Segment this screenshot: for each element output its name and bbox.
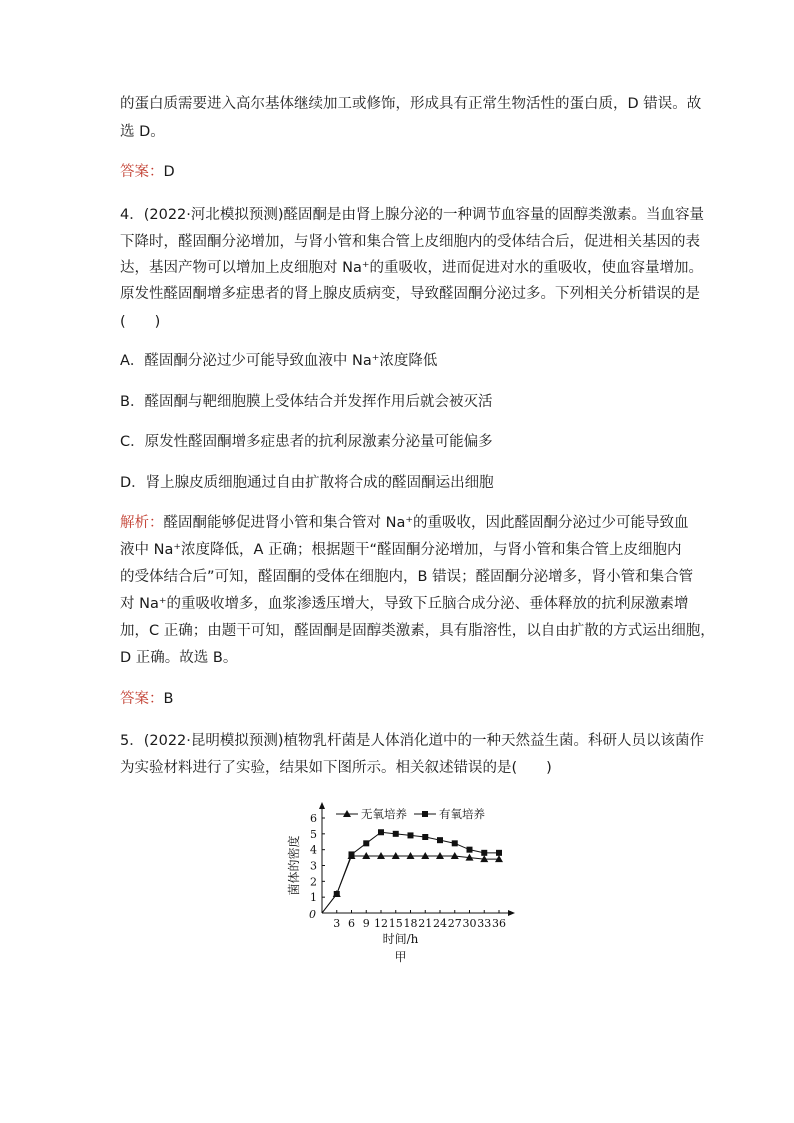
legend-aerobic-label: 有氧培养 (439, 807, 485, 821)
analysis-text: 醛固酮能够促进肾小管和集合管对 Na⁺的重吸收，因此醛固酮分泌过少可能导致血 (163, 515, 689, 531)
answer-value: D (163, 164, 175, 180)
point-aerobic (349, 851, 355, 857)
series-line-aerobic (322, 832, 499, 913)
q4-analysis-line-2: 液中 Na⁺浓度降低，A 正确；根据题干“醛固酮分泌增加，与肾小管和集合管上皮细胞内 (120, 542, 682, 558)
q4-analysis-line-6: D 正确。故选 B。 (120, 650, 238, 666)
y-tick-label: 2 (310, 875, 317, 889)
q4-stem-line-1: 4．(2022·河北模拟预测)醛固酮是由肾上腺分泌的一种调节血容量的固醇类激素。当血容量 (120, 207, 705, 223)
y-tick-label: 5 (310, 827, 317, 841)
y-tick-label: 1 (310, 891, 317, 905)
q4-stem-line-2: 下降时，醛固酮分泌增加，与肾小管和集合管上皮细胞内的受体结合后，促进相关基因的表 (120, 234, 700, 250)
x-tick-label: 12 (374, 917, 388, 930)
y-tick-label: 6 (310, 812, 317, 825)
point-aerobic (363, 840, 369, 846)
q4-analysis-line-3: 的受体结合后”可知，醛固酮的受体在细胞内，B 错误；醛固酮分泌增多，肾小管和集合管 (120, 569, 694, 585)
y-axis-arrow (319, 802, 325, 809)
x-tick-label: 27 (447, 917, 462, 930)
q4-option-d: D．肾上腺皮质细胞通过自由扩散将合成的醛固酮运出细胞 (120, 475, 494, 491)
answer-label: 答案： (120, 164, 164, 180)
point-aerobic (422, 834, 428, 840)
answer-label: 答案： (120, 691, 164, 707)
point-aerobic (496, 850, 502, 856)
q4-stem-line-5: ( ) (120, 314, 161, 330)
series-line-anaerobic (322, 856, 499, 913)
prev-text-line-1: 的蛋白质需要进入高尔基体继续加工或修饰，形成具有正常生物活性的蛋白质，D 错误。故 (120, 96, 702, 112)
point-aerobic (334, 891, 340, 897)
point-aerobic (437, 837, 443, 843)
q4-analysis-line-5: 加，C 正确；由题干可知，醛固酮是固醇类激素，具有脂溶性，以自由扩散的方式运出细胞， (120, 623, 715, 639)
q4-option-a: A．醛固酮分泌过少可能导致血液中 Na⁺浓度降低 (120, 353, 438, 369)
q5-stem-line-1: 5．(2022·昆明模拟预测)植物乳杆菌是人体消化道中的一种天然益生菌。科研人员以该菌作 (120, 733, 705, 749)
q4-answer (120, 689, 173, 709)
q4-stem-line-4: 原发性醛固酮增多症患者的肾上腺皮质病变，导致醛固酮分泌过多。下列相关分析错误的是 (120, 286, 700, 302)
q4-option-b: B．醛固酮与靶细胞膜上受体结合并发挥作用后就会被灭活 (120, 394, 493, 410)
y-tick-label: 3 (310, 859, 317, 873)
x-axis-arrow (508, 910, 515, 916)
q4-option-c: C．原发性醛固酮增多症患者的抗利尿激素分泌量可能偏多 (120, 434, 493, 450)
analysis-label: 解析： (120, 515, 164, 531)
point-aerobic (467, 847, 473, 853)
chart-caption: 甲 (394, 950, 407, 964)
x-axis-label: 时间/h (382, 932, 419, 946)
point-aerobic (393, 831, 399, 837)
x-tick-label: 30 (462, 917, 477, 930)
x-tick-label: 33 (477, 917, 492, 930)
x-tick-label: 24 (433, 917, 447, 930)
y-tick-label: 4 (310, 843, 317, 857)
x-tick-label: 6 (348, 917, 355, 930)
point-aerobic (452, 840, 458, 846)
x-tick-label: 18 (403, 917, 418, 930)
q4-stem-line-3: 达，基因产物可以增加上皮细胞对 Na⁺的重吸收，进而促进对水的重吸收，使血容量增加。 (120, 260, 703, 276)
answer-value: B (163, 691, 174, 707)
x-tick-label: 21 (418, 917, 433, 930)
legend-aerobic-marker (422, 811, 428, 817)
x-tick-label: 36 (492, 917, 506, 930)
x-tick-label: 9 (362, 917, 370, 930)
point-aerobic (481, 850, 487, 856)
point-aerobic (378, 829, 384, 835)
q4-analysis-line-1 (120, 513, 689, 533)
point-aerobic (408, 832, 414, 838)
legend-anaerobic-label: 无氧培养 (361, 807, 407, 821)
origin-label: 0 (309, 908, 316, 921)
y-axis-label: 菌体的密度 (287, 835, 301, 896)
prev-answer (120, 162, 175, 182)
prev-text-line-2: 选 D。 (120, 124, 165, 140)
q5-stem-line-2: 为实验材料进行了实验，结果如下图所示。相关叙述错误的是( ) (120, 760, 552, 776)
x-tick-label: 3 (333, 917, 341, 930)
density-line-chart (287, 800, 550, 975)
q4-analysis-line-4: 对 Na⁺的重吸收增多，血浆渗透压增大，导致下丘脑合成分泌、垂体释放的抗利尿激素增 (120, 596, 689, 612)
x-tick-label: 15 (388, 917, 403, 930)
